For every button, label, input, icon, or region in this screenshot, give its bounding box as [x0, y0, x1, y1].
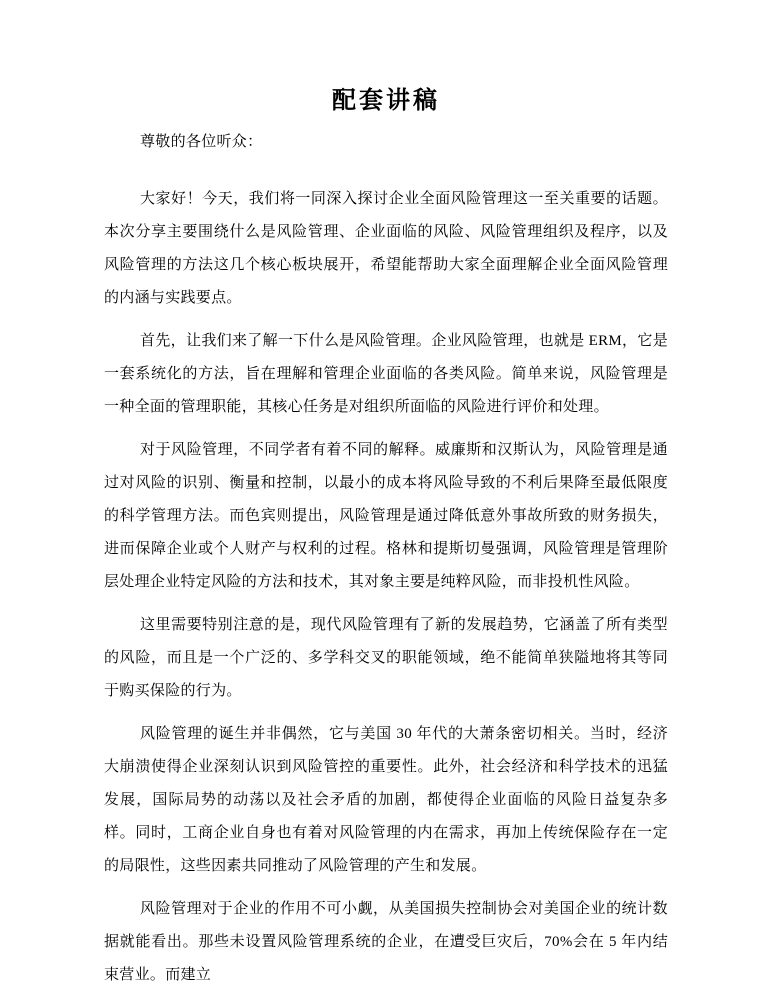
paragraph-origin: 风险管理的诞生并非偶然，它与美国 30 年代的大萧条密切相关。当时，经济大崩溃使得企业深刻认识到风险管控的重要性。此外，社会经济和科学技术的迅猛发展，国际局势的动荡以及社会矛盾的加剧，都使得企业面临的风险日益复杂多样。同时，工商企业自身也有着对风险管理的内在需求，再加上传统保险存在一定的局限性，这些因素共同推动了风险管理的产生和发展。: [104, 726, 668, 874]
document-content: [104, 86, 668, 992]
paragraph-scholar-definitions: 对于风险管理，不同学者有着不同的解释。威廉斯和汉斯认为，风险管理是通过对风险的识别、衡量和控制，以最小的成本将风险导致的不利后果降至最低限度的科学管理方法。而色宾则提出，风险管理是通过降低意外事故所致的财务损失，进而保障企业或个人财产与权利的过程。格林和提斯切曼强调，风险管理是管理阶层处理企业特定风险的方法和技术，其对象主要是纯粹风险，而非投机性风险。: [104, 442, 668, 590]
salutation: 尊敬的各位听众：: [140, 134, 263, 150]
paragraph-statistics: 风险管理对于企业的作用不可小觑，从美国损失控制协会对美国企业的统计数据就能看出。那些未设置风险管理系统的企业，在遭受巨灾后，70%会在 5 年内结束营业。而建立: [104, 901, 668, 983]
paragraph-intro: 大家好！今天，我们将一同深入探讨企业全面风险管理这一至关重要的话题。本次分享主要围绕什么是风险管理、企业面临的风险、风险管理组织及程序，以及风险管理的方法这几个核心板块展开，希望能帮助大家全面理解企业全面风险管理的内涵与实践要点。: [104, 191, 668, 306]
paragraph-what-is-risk-management: 首先，让我们来了解一下什么是风险管理。企业风险管理，也就是 ERM，它是一套系统化的方法，旨在理解和管理企业面临的各类风险。简单来说，风险管理是一种全面的管理职能，其核心任务是对组织所面临的风险进行评价和处理。: [104, 333, 668, 415]
document-title: 配套讲稿: [332, 88, 440, 114]
paragraph-modern-trend: 这里需要特别注意的是，现代风险管理有了新的发展趋势，它涵盖了所有类型的风险，而且是一个广泛的、多学科交叉的职能领域，绝不能简单狭隘地将其等同于购买保险的行为。: [104, 617, 668, 699]
